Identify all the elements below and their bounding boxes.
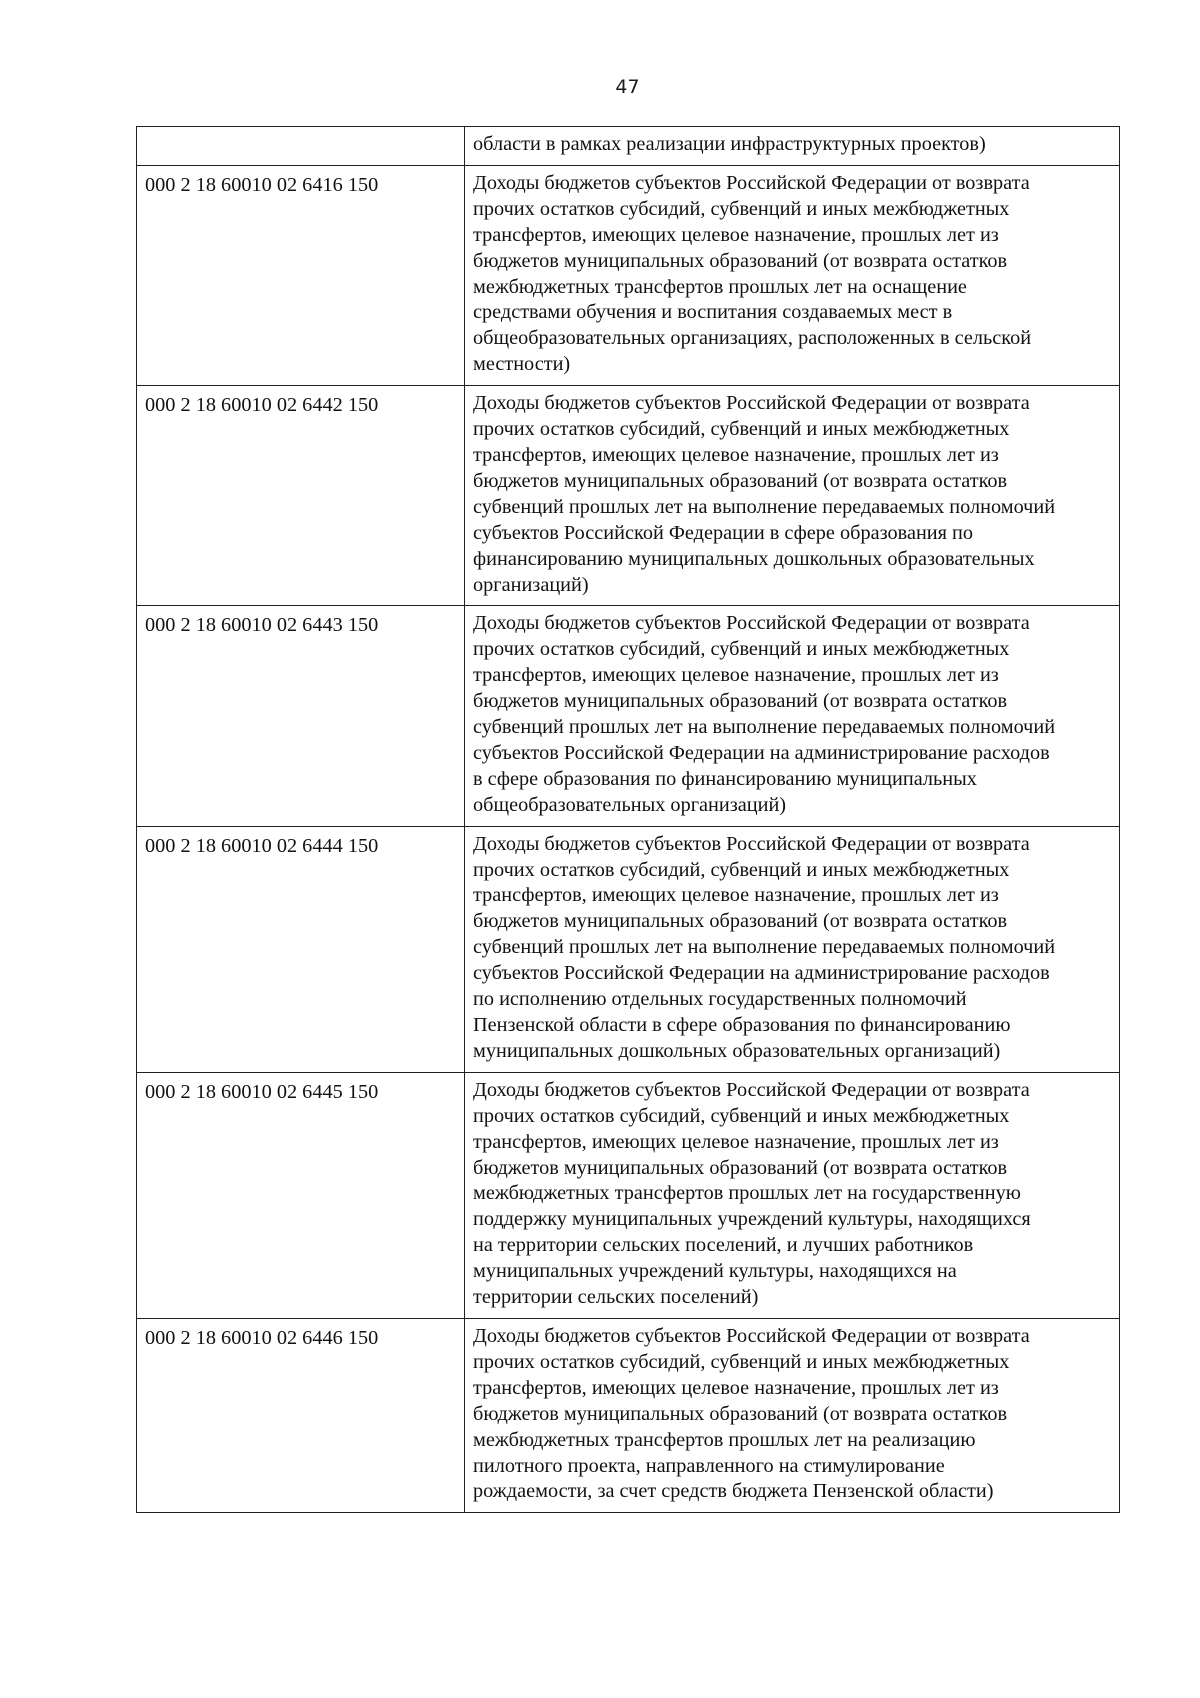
budget-classification-table	[136, 126, 1120, 1513]
description-line: муниципальных учреждений культуры, находящихся на	[473, 1260, 957, 1283]
description-line: муниципальных дошкольных образовательных организаций)	[473, 1039, 1001, 1062]
description-line: трансфертов, имеющих целевое назначение, прошлых лет из	[473, 884, 999, 907]
description-line: Доходы бюджетов субъектов Российской Федерации от возврата	[473, 171, 1030, 194]
description-line: прочих остатков субсидий, субвенций и иных межбюджетных	[473, 858, 1010, 881]
description-line: бюджетов муниципальных образований (от возврата остатков	[473, 469, 1008, 492]
table-body	[137, 127, 1120, 1513]
table-row	[137, 386, 1120, 606]
description-line: прочих остатков субсидий, субвенций и иных межбюджетных	[473, 1104, 1010, 1127]
description-line: бюджетов муниципальных образований (от возврата остатков	[473, 1402, 1008, 1425]
table-row	[137, 165, 1120, 385]
budget-code-cell: 000 2 18 60010 02 6444 150	[137, 826, 465, 1072]
budget-code-cell	[137, 127, 465, 166]
description-line: межбюджетных трансфертов прошлых лет на оснащение	[473, 275, 967, 298]
budget-code-cell: 000 2 18 60010 02 6445 150	[137, 1072, 465, 1318]
description-line: местности)	[473, 353, 571, 376]
description-line: прочих остатков субсидий, субвенций и иных межбюджетных	[473, 1350, 1010, 1373]
description-line: межбюджетных трансфертов прошлых лет на государственную	[473, 1182, 1021, 1205]
description-line: трансфертов, имеющих целевое назначение, прошлых лет из	[473, 664, 999, 687]
description-line: Доходы бюджетов субъектов Российской Федерации от возврата	[473, 1324, 1030, 1347]
description-line: бюджетов муниципальных образований (от возврата остатков	[473, 1156, 1008, 1179]
description-line: трансфертов, имеющих целевое назначение, прошлых лет из	[473, 1376, 999, 1399]
description-line: поддержку муниципальных учреждений культуры, находящихся	[473, 1208, 1031, 1231]
table-row	[137, 1072, 1120, 1318]
description-line: Доходы бюджетов субъектов Российской Федерации от возврата	[473, 832, 1030, 855]
description-line: финансированию муниципальных дошкольных образовательных	[473, 547, 1035, 570]
description-line: организаций)	[473, 573, 589, 596]
description-line: общеобразовательных организациях, расположенных в сельской	[473, 327, 1032, 350]
page-number: 47	[615, 76, 640, 98]
description-line: трансфертов, имеющих целевое назначение, прошлых лет из	[473, 1130, 999, 1153]
description-line: бюджетов муниципальных образований (от возврата остатков	[473, 910, 1008, 933]
description-line: прочих остатков субсидий, субвенций и иных межбюджетных	[473, 197, 1010, 220]
description-line: пилотного проекта, направленного на стимулирование	[473, 1454, 945, 1477]
description-line: трансфертов, имеющих целевое назначение, прошлых лет из	[473, 443, 999, 466]
description-line: области в рамках реализации инфраструктурных проектов)	[473, 133, 986, 155]
description-line: общеобразовательных организаций)	[473, 793, 787, 816]
income-description-cell	[465, 386, 1120, 606]
description-line: прочих остатков субсидий, субвенций и иных межбюджетных	[473, 418, 1010, 441]
income-description-cell	[465, 1318, 1120, 1512]
income-description-cell	[465, 127, 1120, 166]
description-line: средствами обучения и воспитания создаваемых мест в	[473, 301, 953, 324]
description-line: прочих остатков субсидий, субвенций и иных межбюджетных	[473, 638, 1010, 661]
description-line: субвенций прошлых лет на выполнение передаваемых полномочий	[473, 495, 1056, 518]
table-row	[137, 127, 1120, 166]
table-row	[137, 606, 1120, 826]
description-line: субвенций прошлых лет на выполнение передаваемых полномочий	[473, 716, 1056, 739]
description-line: территории сельских поселений)	[473, 1286, 759, 1309]
description-line: субвенций прошлых лет на выполнение передаваемых полномочий	[473, 936, 1056, 959]
description-line: Доходы бюджетов субъектов Российской Федерации от возврата	[473, 392, 1030, 415]
description-line: бюджетов муниципальных образований (от возврата остатков	[473, 249, 1008, 272]
description-line: в сфере образования по финансированию муниципальных	[473, 767, 977, 790]
description-line: на территории сельских поселений, и лучших работников	[473, 1234, 974, 1257]
income-description-cell	[465, 165, 1120, 385]
description-line: субъектов Российской Федерации на администрирование расходов	[473, 741, 1050, 764]
description-line: субъектов Российской Федерации в сфере образования по	[473, 521, 974, 544]
budget-code-cell: 000 2 18 60010 02 6446 150	[137, 1318, 465, 1512]
description-line: субъектов Российской Федерации на администрирование расходов	[473, 962, 1050, 985]
description-line: Доходы бюджетов субъектов Российской Федерации от возврата	[473, 1078, 1030, 1101]
table-row	[137, 826, 1120, 1072]
description-line: рождаемости, за счет средств бюджета Пензенской области)	[473, 1480, 994, 1503]
table-row	[137, 1318, 1120, 1512]
description-line: межбюджетных трансфертов прошлых лет на реализацию	[473, 1428, 976, 1451]
budget-code-cell: 000 2 18 60010 02 6416 150	[137, 165, 465, 385]
description-line: бюджетов муниципальных образований (от возврата остатков	[473, 690, 1008, 713]
description-line: трансфертов, имеющих целевое назначение, прошлых лет из	[473, 223, 999, 246]
income-description-cell	[465, 826, 1120, 1072]
income-description-cell	[465, 606, 1120, 826]
description-line: по исполнению отдельных государственных полномочий	[473, 988, 967, 1011]
description-line: Доходы бюджетов субъектов Российской Федерации от возврата	[473, 612, 1030, 635]
budget-code-cell: 000 2 18 60010 02 6442 150	[137, 386, 465, 606]
description-line: Пензенской области в сфере образования по финансированию	[473, 1014, 1011, 1036]
budget-code-cell: 000 2 18 60010 02 6443 150	[137, 606, 465, 826]
income-description-cell	[465, 1072, 1120, 1318]
